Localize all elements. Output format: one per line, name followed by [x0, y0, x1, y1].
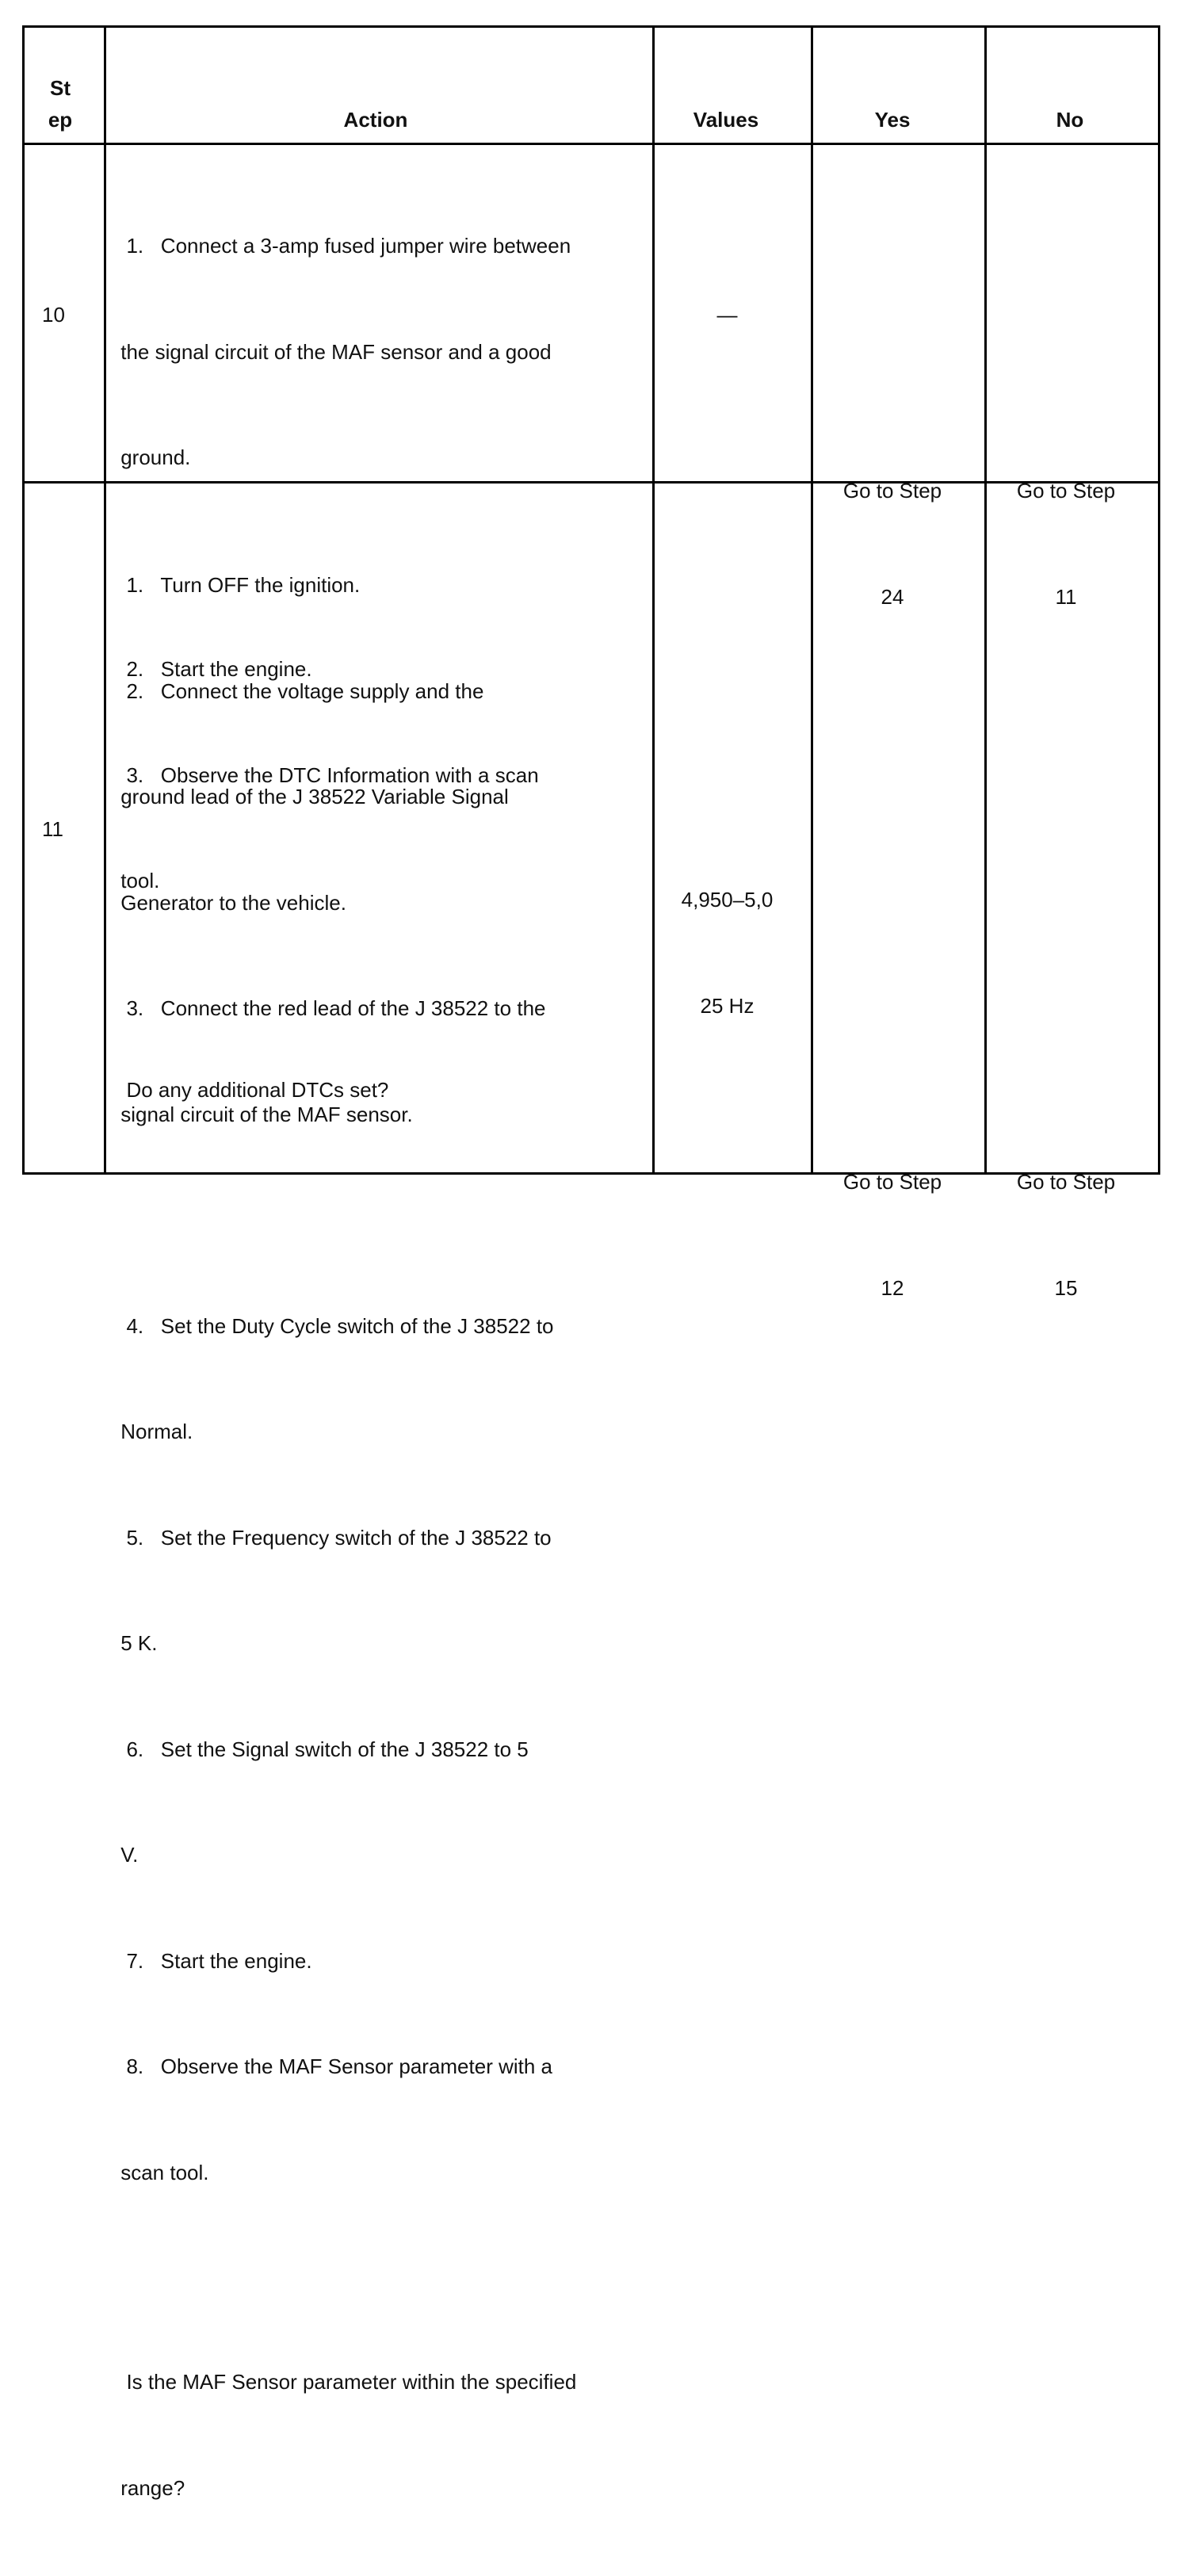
- yes-cell: [813, 403, 972, 685]
- value-range-unit: 25 Hz: [700, 993, 755, 1018]
- header-step-line1: St: [50, 76, 71, 100]
- row-divider: [25, 143, 1158, 145]
- action-line: 6. Set the Signal switch of the J 38522 to 5: [115, 1737, 529, 1761]
- action-line: 5. Set the Frequency switch of the J 38522 to: [115, 1525, 552, 1550]
- action-question: Do any additional DTCs set?: [115, 1077, 389, 1102]
- yes-step: 24: [881, 584, 904, 609]
- action-line: tool.: [115, 869, 160, 892]
- action-line: [115, 1202, 646, 1238]
- yes-label: Go to Step: [842, 1170, 942, 1194]
- no-label: Go to Step: [1016, 1170, 1116, 1194]
- action-line: 1. Connect a 3-amp fused jumper wire between: [115, 234, 571, 258]
- no-step: 11: [1055, 584, 1077, 609]
- action-line: scan tool.: [115, 2160, 209, 2184]
- yes-step: 12: [881, 1275, 904, 1300]
- diagnostic-table: [22, 25, 1160, 2500]
- action-line: 3. Observe the DTC Information with a scan: [115, 762, 539, 787]
- value-range: 4,950–5,0: [681, 888, 774, 912]
- action-line: Generator to the vehicle.: [115, 890, 346, 915]
- yes-cell: [813, 1094, 972, 1376]
- header-yes: Yes: [874, 108, 911, 132]
- header-values: Values: [693, 108, 759, 132]
- step-number: 10: [42, 303, 65, 327]
- no-cell: [987, 403, 1145, 685]
- header-no: No: [1056, 108, 1084, 132]
- header-action: Action: [343, 108, 408, 132]
- step-number: 11: [42, 817, 63, 841]
- header-step-line2: ep: [48, 108, 73, 132]
- action-line: V.: [115, 1843, 139, 1867]
- value-cell: [655, 812, 800, 1094]
- action-question: Is the MAF Sensor parameter within the specified: [115, 2370, 577, 2394]
- action-cell: [115, 497, 646, 2576]
- action-line: [115, 2261, 646, 2294]
- action-line: the signal circuit of the MAF sensor and a good: [115, 339, 552, 364]
- action-line: signal circuit of the MAF sensor.: [115, 1102, 413, 1126]
- yes-label: Go to Step: [842, 479, 942, 503]
- header-step: [25, 72, 96, 136]
- action-line: 2. Connect the voltage supply and the: [115, 678, 484, 703]
- action-line: 5 K.: [115, 1631, 158, 1655]
- no-cell: [987, 1094, 1145, 1376]
- action-line: 8. Observe the MAF Sensor parameter with a: [115, 2054, 553, 2078]
- action-line: 4. Set the Duty Cycle switch of the J 38522 to: [115, 1313, 554, 1338]
- action-line: 7. Start the engine.: [115, 1948, 312, 1973]
- action-line: 2. Start the engine.: [115, 657, 312, 681]
- action-question: range?: [115, 2475, 185, 2500]
- action-line: 1. Turn OFF the ignition.: [115, 573, 361, 597]
- action-line: ground lead of the J 38522 Variable Signal: [115, 785, 509, 808]
- action-line: ground.: [115, 445, 191, 469]
- value-cell: —: [716, 303, 738, 327]
- no-step: 15: [1054, 1275, 1078, 1300]
- action-line: 3. Connect the red lead of the J 38522 to the: [115, 996, 546, 1020]
- action-line: Normal.: [115, 1420, 193, 1443]
- column-divider: [104, 28, 106, 1172]
- no-label: Go to Step: [1016, 479, 1116, 503]
